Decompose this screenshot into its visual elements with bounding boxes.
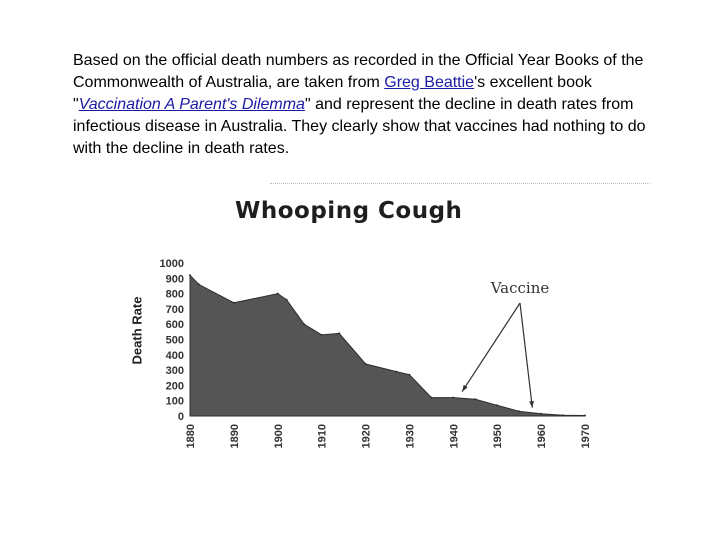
y-tick-800: 800 [165,288,184,301]
data-point-1910 [321,334,323,336]
data-point-1950 [496,404,498,406]
chart-figure [105,185,665,465]
intro-text-1: Based on the official death numbers as recorded in the Official Year Books of the Commonwealth of Australia, are taken from [73,52,644,91]
y-tick-500: 500 [165,334,184,347]
y-axis-label: Death Rate [129,296,145,365]
intro-text-3: " and represent the decline in death rates from infectious disease in Australia. They clearly show that vaccines had nothing to do with the decline in death rates. [73,96,646,157]
chart-title: Whooping Cough [235,198,463,224]
y-tick-400: 400 [165,349,184,362]
vaccine-arrow-line-1958 [520,303,532,408]
data-point-1935 [430,397,432,399]
x-tick-1880: 1880 [185,424,197,449]
y-tick-100: 100 [165,395,184,408]
data-point-1920 [365,363,367,365]
x-tick-1900: 1900 [272,424,285,449]
y-tick-600: 600 [165,319,184,332]
vaccine-arrowhead-1942 [462,385,468,392]
x-tick-1960: 1960 [536,424,549,449]
vaccine-annotation-label: Vaccine [490,279,550,297]
x-tick-1920: 1920 [360,424,373,449]
y-tick-300: 300 [165,365,184,378]
data-point-1927 [395,371,397,373]
data-point-1970 [584,415,586,417]
x-tick-1930: 1930 [404,424,417,449]
y-tick-700: 700 [165,303,184,316]
data-point-1965 [562,414,564,416]
vaccine-arrowhead-1958 [529,401,534,408]
x-tick-1890: 1890 [228,424,241,449]
data-point-1945 [474,398,476,400]
data-point-1900 [277,293,279,295]
data-point-1902 [286,299,288,301]
data-point-1906 [303,323,305,325]
intro-paragraph [73,50,673,160]
vaccine-arrow-line-1942 [462,303,520,392]
y-tick-1000: 1000 [159,258,184,270]
data-point-1880 [189,274,191,276]
data-point-1930 [408,374,410,376]
intro-text-2: 's excellent book " [73,74,592,113]
area-chart [105,185,665,465]
data-point-1940 [452,397,454,399]
data-point-1955 [518,410,520,412]
data-point-1914 [338,332,340,334]
x-tick-1950: 1950 [492,424,505,449]
book-link[interactable]: Vaccination A Parent's Dilemma [78,96,305,113]
y-tick-900: 900 [165,273,184,286]
x-tick-1970: 1970 [580,424,592,449]
y-tick-200: 200 [165,380,184,393]
x-tick-1910: 1910 [316,424,329,449]
x-tick-1940: 1940 [448,424,461,449]
author-link[interactable]: Greg Beattie [384,74,475,91]
data-point-1882 [198,283,200,285]
data-point-1890 [233,302,235,304]
data-point-1960 [540,413,542,415]
y-tick-0: 0 [177,411,184,423]
